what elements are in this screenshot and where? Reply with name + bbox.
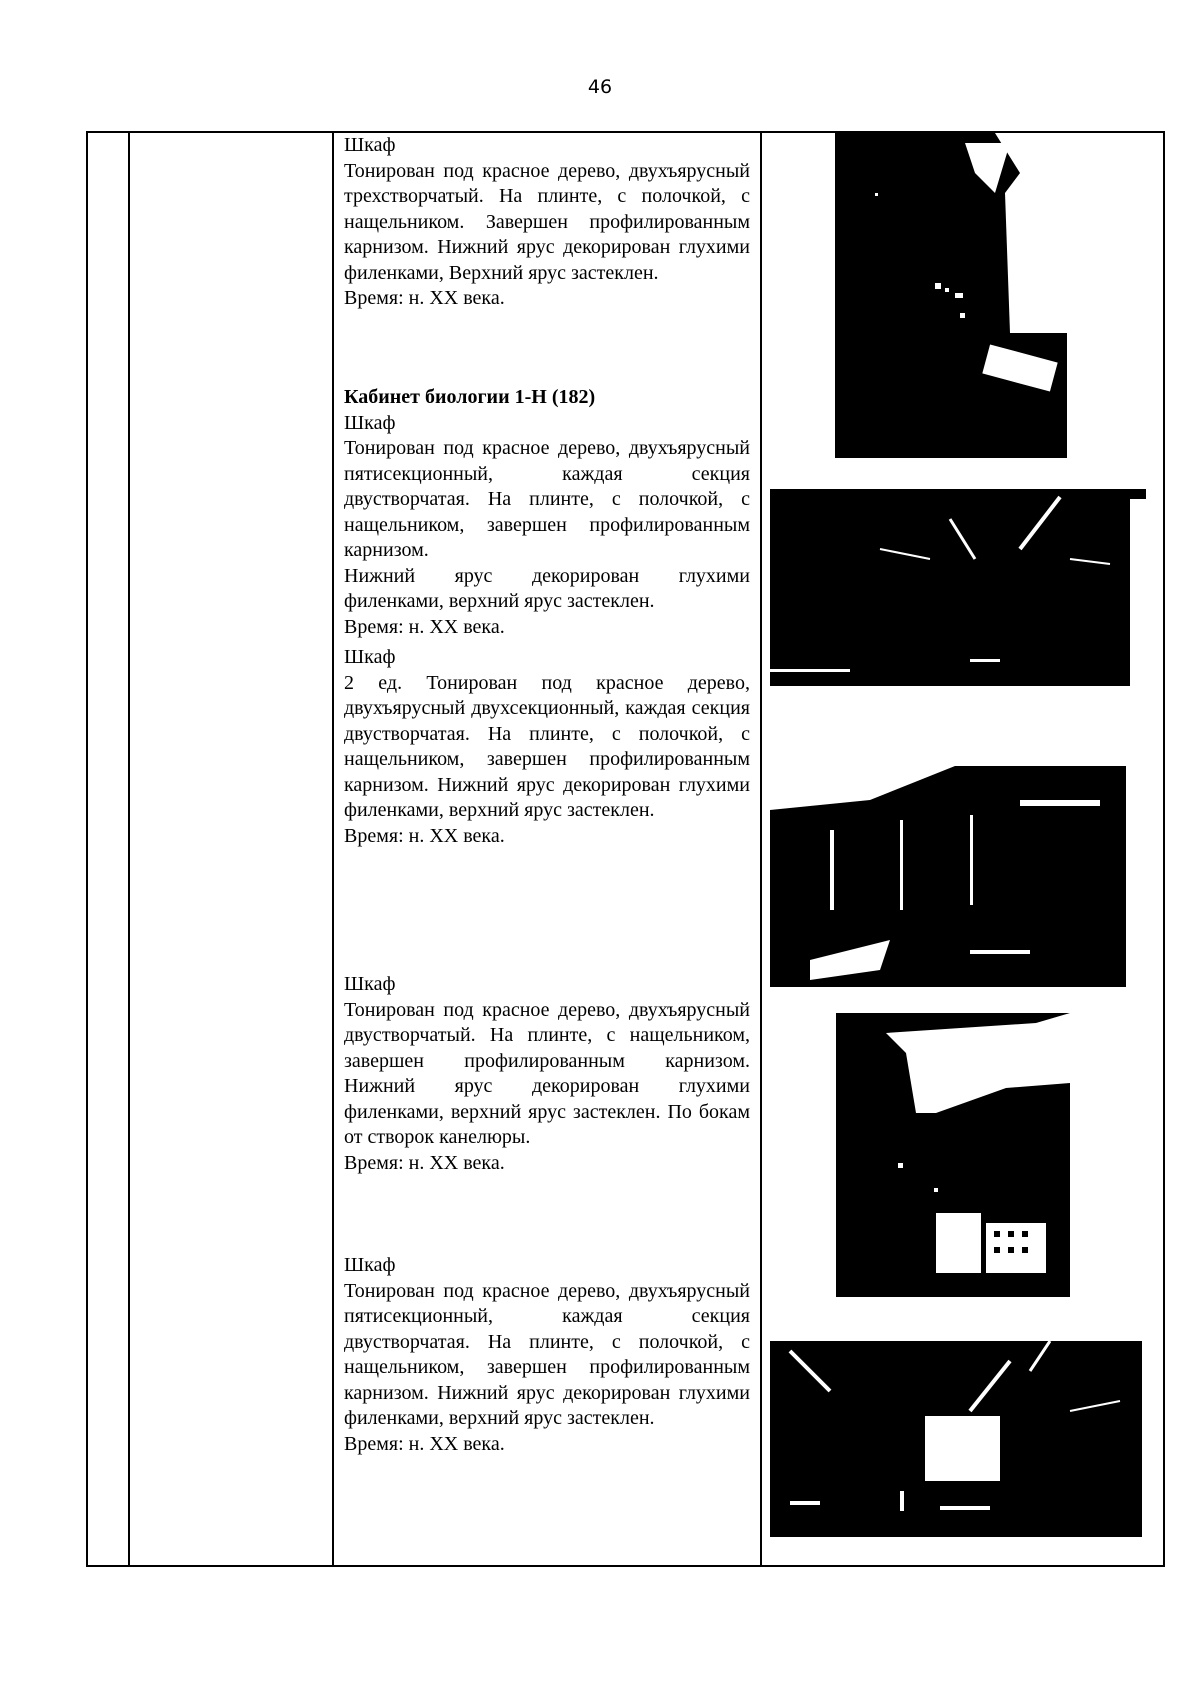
item-description: Тонирован под красное дерево, двухъярусный пятисекционный, каждая секция двустворчатая. На плинте, с полочкой, с нащельником, завершен профилированным карнизом. Нижний ярус декорирован глухими филенками, верхний ярус застеклен.: [344, 1279, 750, 1429]
item-description-continued: Нижний ярус декорирован глухими филенками, верхний ярус застеклен.: [344, 564, 750, 612]
cabinet-photo: [835, 133, 1067, 458]
inventory-entry: [344, 645, 750, 849]
inventory-entry: [344, 385, 750, 640]
item-description: Тонирован под красное дерево, двухъярусный трехстворчатый. На плинте, с полочкой, с нащельником. Завершен профилированным карнизом. Нижний ярус декорирован глухими филенками, Верхний ярус застеклен.: [344, 159, 750, 284]
item-title: Шкаф: [344, 1254, 396, 1276]
inventory-entry: [344, 1253, 750, 1457]
item-description: Тонирован под красное дерево, двухъярусный двустворчатый. На плинте, с нащельником, завершен профилированным карнизом. Нижний ярус декорирован глухими филенками, верхний ярус застеклен. По бокам от створок канелюры.: [344, 998, 750, 1148]
inventory-table: [86, 131, 1165, 1567]
item-time: Время: н. XX века.: [344, 287, 505, 309]
inventory-entry: [344, 972, 750, 1176]
item-time: Время: н. XX века.: [344, 1151, 505, 1174]
room-heading: Кабинет биологии 1-Н (182): [344, 386, 596, 408]
item-time: Время: н. XX века.: [344, 824, 505, 847]
column-divider: [332, 133, 334, 1565]
item-time: Время: н. XX века.: [344, 615, 505, 638]
inventory-entry: [344, 133, 750, 312]
page-number: 46: [587, 76, 613, 98]
item-title: Шкаф: [344, 973, 396, 995]
column-divider: [760, 133, 762, 1565]
item-time: Время: н. XX века.: [344, 1432, 505, 1455]
classroom-photo: [770, 489, 1146, 686]
item-description: Тонирован под красное дерево, двухъярусный пятисекционный, каждая секция двустворчатая. На плинте, с полочкой, с нащельником, завершен профилированным карнизом.: [344, 437, 750, 561]
item-title: Шкаф: [344, 646, 396, 668]
item-title: Шкаф: [344, 411, 396, 434]
cabinet-photo: [836, 1013, 1070, 1297]
item-description: 2 ед. Тонирован под красное дерево, двухъярусный двухсекционный, каждая секция двустворчатая. На плинте, с полочкой, с нащельником, завершен профилированным карнизом. Нижний ярус декорирован глухими филенками, верхний ярус застеклен.: [344, 671, 750, 821]
classroom-photo: [770, 760, 1126, 987]
item-title: Шкаф: [344, 134, 396, 156]
classroom-photo: [770, 1341, 1142, 1537]
column-divider: [128, 133, 130, 1565]
